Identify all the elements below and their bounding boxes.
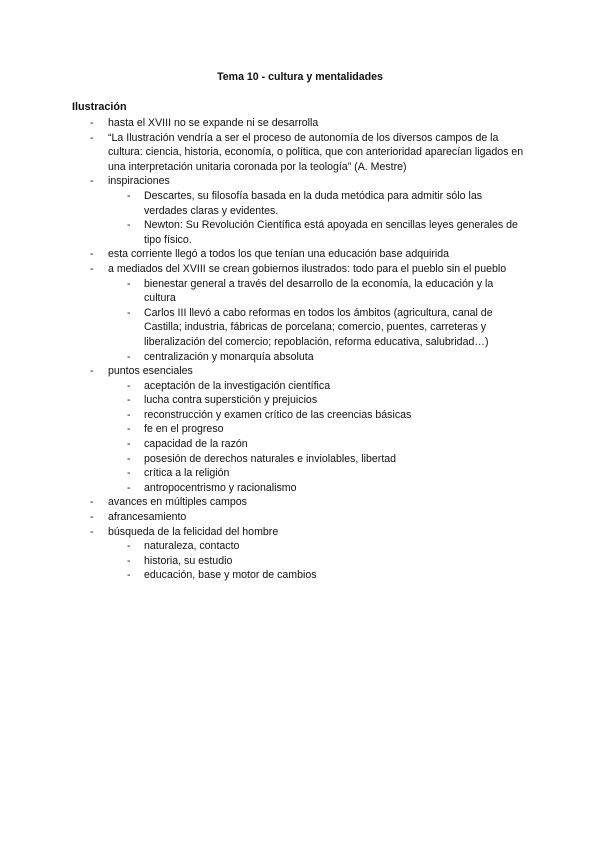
- list-item: [0, 525, 526, 540]
- bullet-dash: -: [127, 277, 131, 290]
- bullet-dash: -: [127, 540, 131, 553]
- list-item-text: posesión de derechos naturales e inviolables, libertad: [144, 452, 397, 465]
- bullet-dash: -: [127, 569, 131, 582]
- bullet-dash: -: [127, 554, 131, 567]
- bullet-dash: -: [127, 438, 131, 451]
- bullet-dash: -: [127, 481, 131, 494]
- bullet-dash: -: [127, 350, 131, 363]
- list-item-text: naturaleza, contacto: [144, 540, 240, 553]
- list-item: [0, 131, 526, 175]
- list-item-text: centralización y monarquía absoluta: [144, 350, 314, 363]
- sub-list-item: [0, 452, 526, 467]
- sub-list-item: [0, 481, 526, 496]
- sub-list-item: [0, 218, 526, 247]
- list-item-text: fe en el progreso: [144, 423, 224, 436]
- list-item-text: reconstrucción y examen crítico de las creencias básicas: [144, 408, 412, 421]
- bullet-dash: -: [90, 262, 94, 275]
- bullet-dash: -: [127, 306, 131, 319]
- page-title: Tema 10 - cultura y mentalidades: [217, 71, 383, 83]
- list-item: [0, 262, 526, 277]
- list-item-text: Carlos III llevó a cabo reformas en todos los ámbitos (agricultura, canal de Castilla; industria, fábricas de porcelana; comercio, puentes, carreteras y liberalización del comercio; repoblación, reforma educativa, salubridad…): [144, 306, 493, 348]
- list-item-text: inspiraciones: [108, 175, 170, 188]
- bullet-dash: -: [127, 467, 131, 480]
- list-item-text: Descartes, su filosofía basada en la duda metódica para admitir sólo las verdades claras y evidentes.: [144, 189, 483, 217]
- list-item-text: crítica a la religión: [144, 467, 230, 480]
- bullet-dash: -: [127, 423, 131, 436]
- list-item-text: antropocentrismo y racionalismo: [144, 481, 297, 494]
- sub-list-item: [0, 554, 526, 569]
- list-item-text: “La Ilustración vendría a ser el proceso de autonomía de los diversos campos de la cultura: ciencia, historia, economía, o política, que con anterioridad aparecían ligados en una interpretación unitaria coronada por la teología” (A. Mestre): [108, 131, 524, 173]
- sub-list-item: [0, 277, 526, 306]
- list-item-text: hasta el XVIII no se expande ni se desarrolla: [108, 117, 319, 129]
- list-item-text: búsqueda de la felicidad del hombre: [108, 525, 279, 538]
- list-item: [0, 495, 526, 510]
- list-item-text: bienestar general a través del desarrollo de la economía, la educación y la cultura: [144, 277, 494, 305]
- list-item-text: educación, base y motor de cambios: [144, 569, 317, 582]
- list-item-text: aceptación de la investigación científica: [144, 379, 331, 392]
- sub-list-item: [0, 393, 526, 408]
- bullet-dash: -: [90, 248, 94, 261]
- list-item-text: puntos esenciales: [108, 365, 193, 378]
- sub-list-item: [0, 379, 526, 394]
- bullet-dash: -: [127, 219, 131, 232]
- list-item-text: historia, su estudio: [144, 554, 233, 567]
- section-heading: Ilustración: [72, 101, 127, 113]
- sub-list-item: [0, 466, 526, 481]
- sub-list-item: [0, 350, 526, 365]
- sub-list-item: [0, 539, 526, 554]
- list-item: [0, 247, 526, 262]
- list-item-text: a mediados del XVIII se crean gobiernos ilustrados: todo para el pueblo sin el pueblo: [108, 262, 507, 275]
- sub-list-item: [0, 189, 526, 218]
- bullet-dash: -: [90, 175, 94, 188]
- outline-list: [0, 116, 600, 583]
- list-item-text: esta corriente llegó a todos los que tenían una educación base adquirida: [108, 248, 450, 261]
- list-item: [0, 510, 526, 525]
- bullet-dash: -: [127, 452, 131, 465]
- list-item: [0, 116, 526, 131]
- list-item-text: capacidad de la razón: [144, 438, 248, 451]
- list-item-text: Newton: Su Revolución Científica está apoyada en sencillas leyes generales de tipo físico.: [144, 219, 518, 246]
- sub-list-item: [0, 408, 526, 423]
- bullet-dash: -: [90, 365, 94, 378]
- sub-list-item: [0, 306, 526, 350]
- sub-list-item: [0, 422, 526, 437]
- sub-list-item: [0, 568, 526, 583]
- list-item-text: lucha contra superstición y prejuicios: [144, 394, 318, 407]
- list-item: [0, 174, 526, 189]
- bullet-dash: -: [90, 525, 94, 538]
- list-item-text: afrancesamiento: [108, 511, 187, 524]
- bullet-dash: -: [90, 117, 94, 129]
- bullet-dash: -: [90, 511, 94, 524]
- list-item: [0, 364, 526, 379]
- bullet-dash: -: [127, 408, 131, 421]
- bullet-dash: -: [90, 131, 94, 144]
- bullet-dash: -: [90, 496, 94, 509]
- sub-list-item: [0, 437, 526, 452]
- list-item-text: avances en múltiples campos: [108, 496, 247, 509]
- bullet-dash: -: [127, 379, 131, 392]
- bullet-dash: -: [127, 394, 131, 407]
- bullet-dash: -: [127, 189, 131, 202]
